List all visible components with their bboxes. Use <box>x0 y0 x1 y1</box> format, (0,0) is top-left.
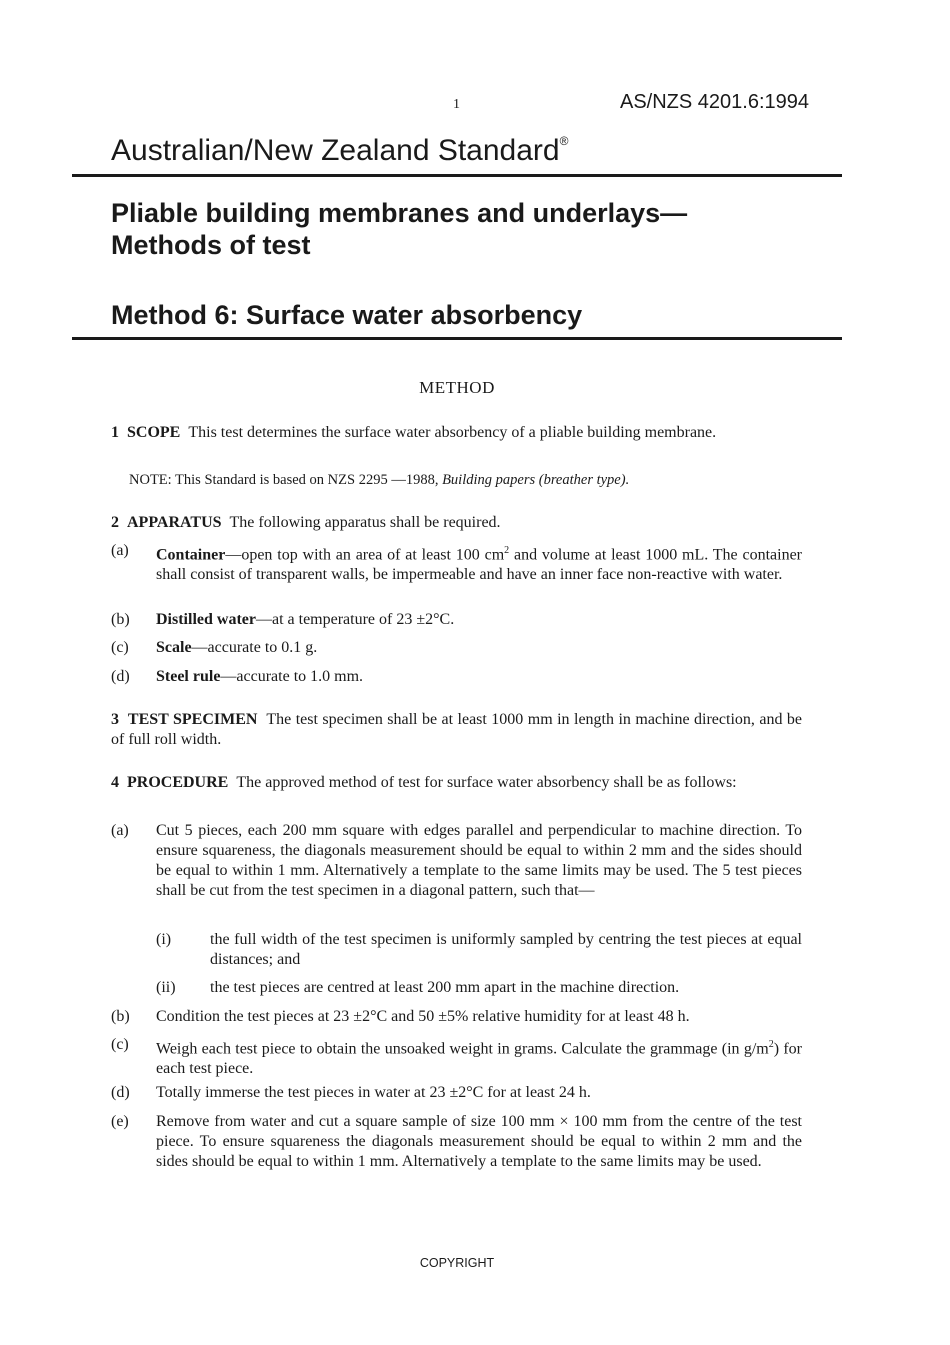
procedure-subitem-text: the full width of the test specimen is uniformly sampled by centring the test pieces at equal distances; and <box>210 931 802 968</box>
apparatus-item-steel-rule <box>156 667 802 687</box>
section-heading: METHOD <box>419 378 495 397</box>
apparatus-item-label: (a) <box>111 542 129 559</box>
superscript: 2 <box>504 545 510 556</box>
procedure-heading: PROCEDURE <box>127 774 229 791</box>
specimen-number: 3 <box>111 711 119 728</box>
note-text: NOTE: This Standard is based on NZS 2295 —1988, <box>129 472 443 488</box>
procedure-item-text: Weigh each test piece to obtain the unsoaked weight in grams. Calculate the grammage (in g/m <box>156 1040 769 1058</box>
procedure-item-label: (c) <box>111 1036 129 1053</box>
apparatus-item-text: —accurate to 1.0 mm. <box>220 668 364 685</box>
apparatus-item-label: (d) <box>111 668 130 685</box>
document-title-line2: Methods of test <box>111 230 311 260</box>
document-title-line1: Pliable building membranes and underlays— <box>111 198 688 228</box>
procedure-item-label: (d) <box>111 1084 130 1101</box>
apparatus-item-label: (c) <box>111 639 129 656</box>
procedure-item-text: Remove from water and cut a square sample of size 100 mm × 100 mm from the centre of the test piece. To ensure squareness the diagonals measurement should be equal to within 2 mm and the sides should be equal to within 1 mm. Alternatively a template to the same limits may be used. <box>156 1113 802 1170</box>
procedure-item-text: Condition the test pieces at 23 ±2°C and 50 ±5% relative humidity for at least 48 h. <box>156 1008 690 1025</box>
apparatus-item-distilled-water <box>156 610 802 630</box>
procedure-subitem-text: the test pieces are centred at least 200 mm apart in the machine direction. <box>210 979 680 996</box>
scope-number: 1 <box>111 424 119 441</box>
apparatus-term: Distilled water <box>156 611 256 628</box>
procedure-number: 4 <box>111 774 119 791</box>
apparatus-clause <box>111 513 802 533</box>
procedure-item-label: (b) <box>111 1008 130 1025</box>
document-title <box>111 197 687 261</box>
apparatus-item-container <box>156 541 802 585</box>
procedure-item-label: (a) <box>111 822 129 839</box>
note-title: Building papers (breather type). <box>442 472 630 488</box>
specimen-heading: TEST SPECIMEN <box>127 711 258 728</box>
procedure-item-text: ) for each test piece. <box>156 1040 803 1078</box>
scope-heading: SCOPE <box>127 424 181 441</box>
apparatus-term: Container <box>156 546 226 564</box>
apparatus-heading: APPARATUS <box>127 514 222 531</box>
apparatus-item-text: and volume at least 1000 mL. The container shall consist of transparent walls, be impermeable and have an inner face non-reactive with water. <box>156 546 803 584</box>
header-rule <box>72 174 842 177</box>
specimen-clause <box>111 710 802 750</box>
specimen-text: The test specimen shall be at least 1000 mm in length in machine direction, and be of full roll width. <box>111 711 803 748</box>
standard-number: AS/NZS 4201.6:1994 <box>620 91 810 113</box>
scope-clause <box>111 423 802 443</box>
series-title-text: Australian/New Zealand Standard <box>111 134 560 167</box>
scope-text: This test determines the surface water absorbency of a pliable building membrane. <box>188 424 717 441</box>
apparatus-term: Steel rule <box>156 668 221 685</box>
copyright-footer: COPYRIGHT <box>419 1256 495 1270</box>
apparatus-item-text: —accurate to 0.1 g. <box>191 639 318 656</box>
superscript: 2 <box>768 1039 774 1050</box>
apparatus-item-text: —open top with an area of at least 100 cm <box>225 546 505 564</box>
apparatus-term: Scale <box>156 639 192 656</box>
apparatus-item-label: (b) <box>111 611 130 628</box>
procedure-item-weigh <box>156 1035 802 1079</box>
page-number: 1 <box>453 97 460 112</box>
apparatus-number: 2 <box>111 514 119 531</box>
procedure-item-text: Totally immerse the test pieces in water at 23 ±2°C for at least 24 h. <box>156 1084 591 1101</box>
procedure-clause <box>111 773 802 793</box>
apparatus-item-text: —at a temperature of 23 ±2°C. <box>255 611 455 628</box>
title-rule <box>72 337 842 340</box>
apparatus-text: The following apparatus shall be required. <box>229 514 501 531</box>
procedure-item-label: (e) <box>111 1113 129 1130</box>
apparatus-item-scale <box>156 638 802 658</box>
series-title <box>111 134 568 168</box>
scope-note <box>129 472 629 489</box>
method-title: Method 6: Surface water absorbency <box>111 300 583 330</box>
procedure-item-text: Cut 5 pieces, each 200 mm square with edges parallel and perpendicular to machine direction. To ensure squareness, the diagonals measurement should be equal to within 2 mm and the sides should be equal to within 1 mm. Alternatively a template to the same limits may be used. The 5 test pieces shall be cut from the test specimen in a diagonal pattern, such that— <box>156 822 802 899</box>
procedure-subitem-label: (ii) <box>156 979 176 996</box>
procedure-text: The approved method of test for surface water absorbency shall be as follows: <box>236 774 737 791</box>
registered-mark: ® <box>559 134 569 148</box>
procedure-subitem-label: (i) <box>156 931 172 948</box>
